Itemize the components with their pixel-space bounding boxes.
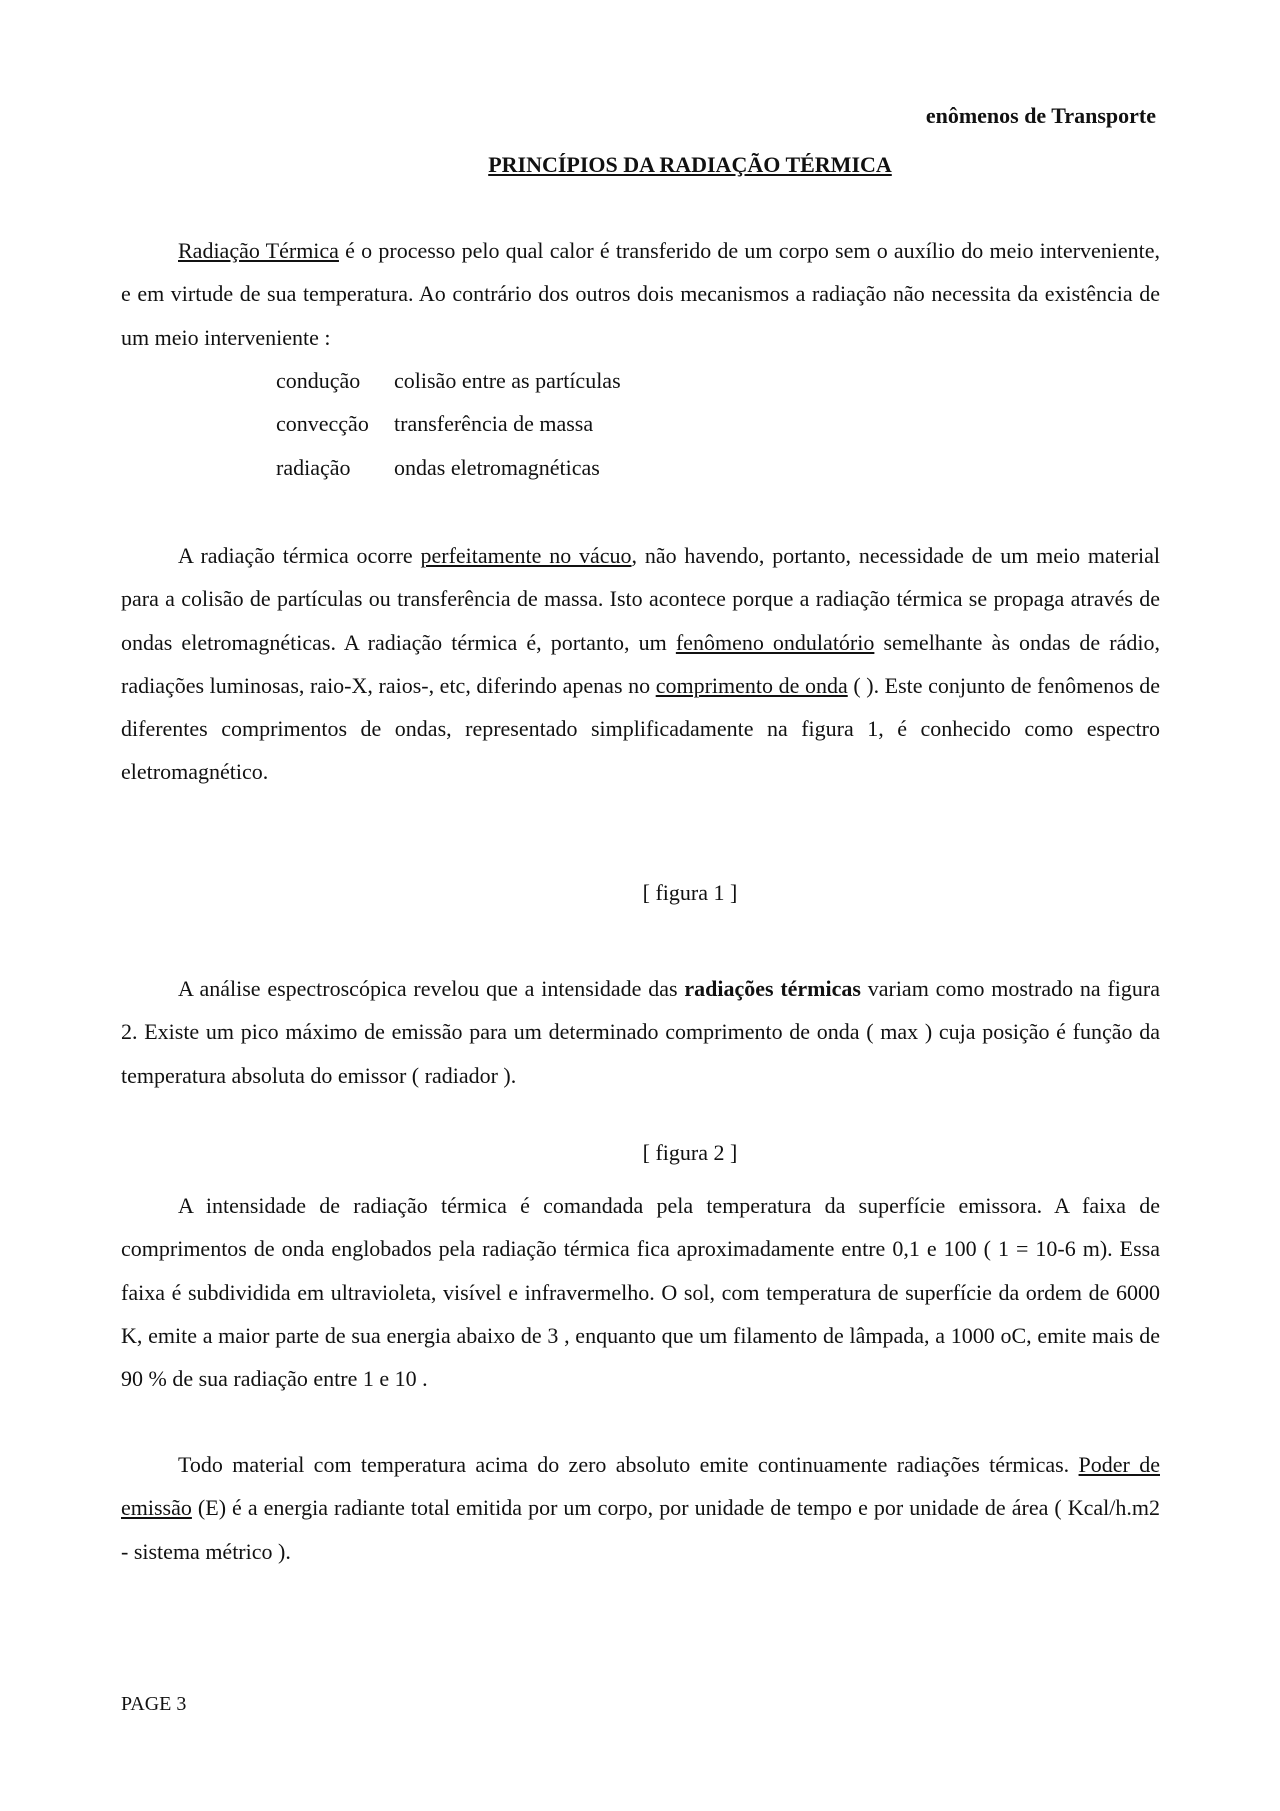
paragraph-3-text: A análise espectroscópica revelou que a intensidade das (178, 976, 685, 1001)
paragraph-3 (121, 967, 1160, 1097)
list-item-desc: colisão entre as partículas (394, 368, 621, 393)
paragraph-2-text: ( ). Este conjunto de fenômenos de diferentes comprimentos de ondas, representado simplificadamente na figura 1, é conhecido como espectro eletromagnético. (121, 672, 1160, 785)
list-item (276, 359, 621, 402)
term-perfeitamente-no-vacuo: perfeitamente no vácuo (420, 543, 632, 568)
paragraph-1 (121, 229, 1160, 359)
paragraph-5-text: (E) é a energia radiante total emitida por um corpo, por unidade de tempo e por unidade de área ( Kcal/h.m2 - sistema métrico ). (121, 1495, 1160, 1564)
list-item (276, 446, 621, 489)
list-item-desc: transferência de massa (394, 411, 594, 437)
figure-2-placeholder: [ figura 2 ] (642, 1140, 738, 1165)
term-comprimento-de-onda: comprimento de onda (655, 672, 848, 698)
paragraph-5 (121, 1443, 1160, 1573)
figure-1-placeholder: [ figura 1 ] (642, 880, 738, 905)
paragraph-3-text: variam como mostrado na figura 2. Existe um pico máximo de emissão para um determinado comprimento de onda ( max ) cuja posição é função da temperatura absoluta do emissor ( radiador ). (121, 976, 1160, 1088)
mechanism-list (276, 359, 621, 489)
term-radiacao-termica: Radiação Térmica (178, 238, 339, 263)
paragraph-2 (121, 534, 1160, 794)
paragraph-5-text: Todo material com temperatura acima do zero absoluto emite continuamente radiações térmicas. (178, 1452, 1079, 1477)
running-header: enômenos de Transporte (925, 103, 1156, 128)
page-title: PRINCÍPIOS DA RADIAÇÃO TÉRMICA (488, 152, 892, 177)
term-radiacoes-termicas: radiações térmicas (684, 976, 861, 1001)
paragraph-2-text: semelhante às ondas de rádio, radiações luminosas, raio-X, raios-, etc, diferindo apenas no (121, 629, 1160, 698)
list-item-term: radiação (276, 454, 351, 480)
paragraph-4: A intensidade de radiação térmica é comandada pela temperatura da superfície emissora. A faixa de comprimentos de onda englobados pela radiação térmica fica aproximadamente entre 0,1 e 100 ( 1 = 10-6 m). Essa faixa é subdividida em ultravioleta, visível e infravermelho. O sol, com temperatura de superfície da ordem de 6000 K, emite a maior parte de sua energia abaixo de 3 , enquanto que um filamento de lâmpada, a 1000 oC, emite mais de 90 % de sua radiação entre 1 e 10 . (121, 1193, 1160, 1392)
page-number: PAGE 3 (121, 1693, 187, 1715)
paragraph-2-text: A radiação térmica ocorre (178, 543, 421, 568)
list-item-term: condução (276, 368, 361, 393)
term-poder-de-emissao: Poder de emissão (121, 1452, 1160, 1521)
list-item (276, 402, 621, 445)
paragraph-2-text: , não havendo, portanto, necessidade de um meio material para a colisão de partículas ou transferência de massa. Isto acontece porque a radiação térmica se propaga através de ondas eletromagnéticas. A radiação térmica é, portanto, um (121, 543, 1160, 655)
term-fenomeno-ondulatorio: fenômeno ondulatório (675, 629, 875, 655)
list-item-term: convecção (276, 411, 369, 437)
list-item-desc: ondas eletromagnéticas (394, 454, 600, 480)
paragraph-1-text: é o processo pelo qual calor é transferido de um corpo sem o auxílio do meio interveniente, e em virtude de sua temperatura. Ao contrário dos outros dois mecanismos a radiação não necessita da existência de um meio interveniente : (121, 238, 1160, 350)
